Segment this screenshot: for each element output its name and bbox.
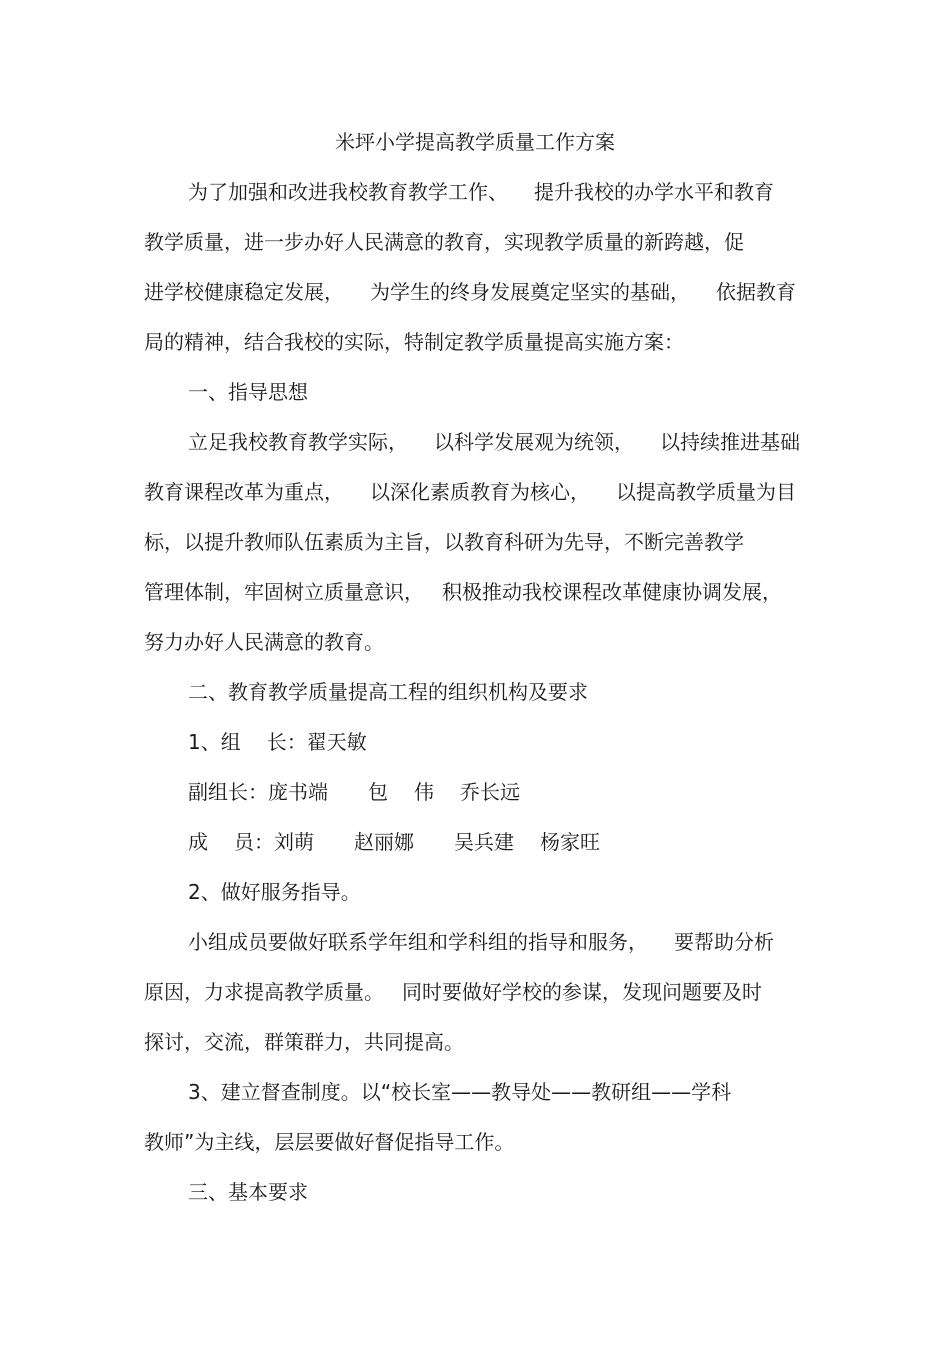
leader-label: 1、组 — [188, 730, 241, 754]
item3-line-1: 3、建立督查制度。以“校长室——教导处——教研组——学科 — [188, 1080, 732, 1104]
deputy-name: 庞书端 — [268, 780, 328, 804]
section1-text: 管理体制，牢固树立质量意识， — [144, 580, 424, 604]
section1-text: 积极推动我校课程改革健康协调发展， — [442, 580, 782, 604]
members-label: 员： — [234, 830, 274, 854]
member-name: 刘萌 — [274, 830, 314, 854]
document-title: 米坪小学提高教学质量工作方案 — [335, 130, 615, 154]
item3-line-2: 教师”为主线，层层要做好督促指导工作。 — [144, 1130, 515, 1154]
leader-label: 长： — [266, 730, 307, 754]
item2-line-3: 探讨，交流，群策群力，共同提高。 — [144, 1030, 464, 1054]
section1-line-4 — [144, 578, 782, 606]
section1-heading: 一、指导思想 — [188, 380, 308, 404]
section1-text: 以持续推进基础 — [660, 430, 800, 454]
item2-line-2 — [144, 978, 762, 1006]
section2-heading: 二、教育教学质量提高工程的组织机构及要求 — [188, 680, 588, 704]
intro-line-4: 局的精神，结合我校的实际，特制定教学质量提高实施方案： — [144, 330, 684, 354]
intro-line-1 — [188, 178, 774, 206]
section1-text: 以提高教学质量为目 — [616, 480, 796, 504]
leader-name: 翟天敏 — [306, 730, 367, 754]
intro-text: 为学生的终身发展奠定坚实的基础， — [370, 280, 690, 304]
intro-text: 依据教育 — [716, 280, 796, 304]
section1-line-2 — [144, 478, 796, 506]
section1-text: 立足我校教育教学实际， — [188, 430, 408, 454]
member-name: 赵丽娜 — [354, 830, 414, 854]
section1-line-3: 标，以提升教师队伍素质为主旨，以教育科研为先导，不断完善教学 — [144, 530, 744, 554]
intro-text: 为了加强和改进我校教育教学工作、 — [188, 180, 508, 204]
item2-line-1 — [188, 928, 774, 956]
leader-row — [188, 728, 367, 756]
intro-text: 进学校健康稳定发展， — [144, 280, 344, 304]
deputy-name: 乔长远 — [460, 780, 520, 804]
members-row — [188, 828, 600, 856]
deputy-row — [188, 778, 520, 806]
member-name: 吴兵建 — [454, 830, 514, 854]
intro-line-2: 教学质量，进一步办好人民满意的教育，实现教学质量的新跨越，促 — [144, 230, 744, 254]
item2-text: 同时要做好学校的参谋，发现问题要及时 — [402, 980, 762, 1004]
deputy-name: 伟 — [414, 780, 434, 804]
member-name: 杨家旺 — [540, 830, 600, 854]
deputy-label: 副组长： — [188, 780, 268, 804]
section1-text: 以科学发展观为统领， — [434, 430, 634, 454]
section3-heading: 三、基本要求 — [188, 1180, 308, 1204]
item2-text: 要帮助分析 — [674, 930, 774, 954]
intro-text: 提升我校的办学水平和教育 — [534, 180, 774, 204]
section1-line-5: 努力办好人民满意的教育。 — [144, 630, 384, 654]
deputy-name: 包 — [368, 780, 388, 804]
item2-heading: 2、做好服务指导。 — [188, 880, 361, 904]
item2-text: 小组成员要做好联系学年组和学科组的指导和服务， — [188, 930, 648, 954]
section1-text: 以深化素质教育为核心， — [370, 480, 590, 504]
item2-text: 原因，力求提高教学质量。 — [144, 980, 384, 1004]
intro-line-3 — [144, 278, 796, 306]
section1-text: 教育课程改革为重点， — [144, 480, 344, 504]
section1-line-1 — [188, 428, 800, 456]
members-label: 成 — [188, 830, 208, 854]
